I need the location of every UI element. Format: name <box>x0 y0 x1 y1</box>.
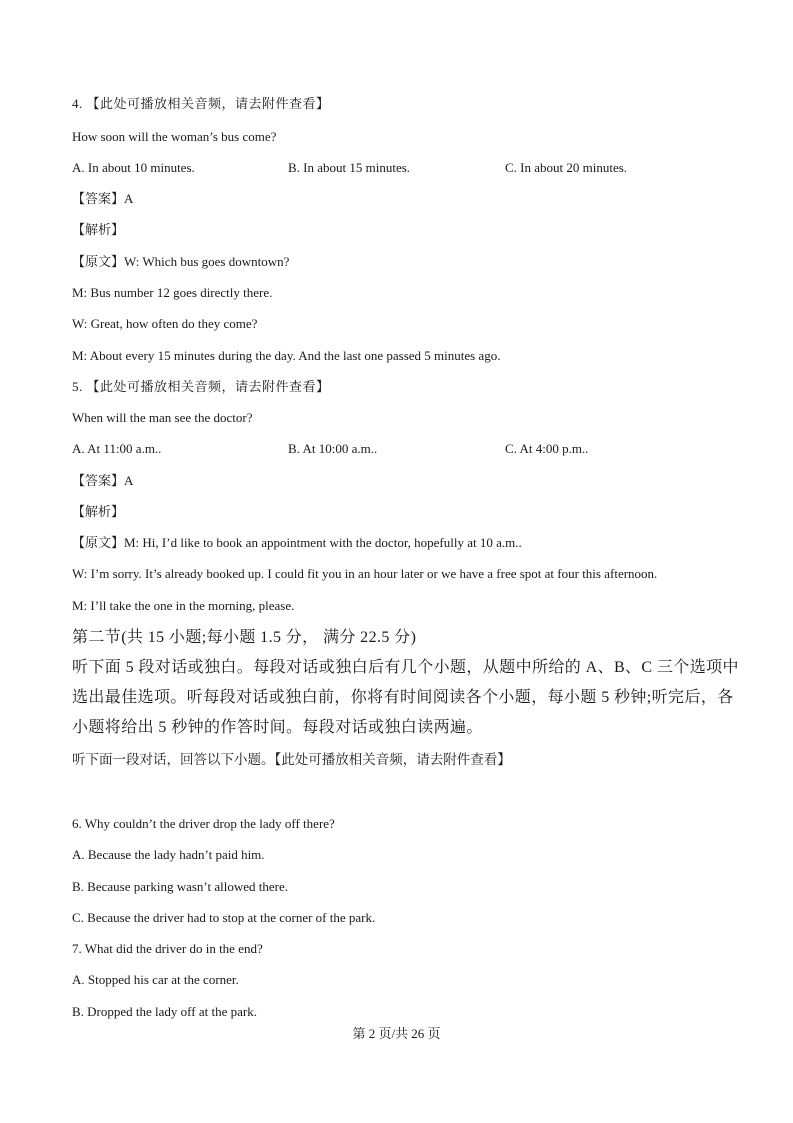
section-instructions-line: 小题将给出 5 秒钟的作答时间。每段对话或独白读两遍。 <box>72 719 483 736</box>
q4-option-a: A. In about 10 minutes. <box>72 160 195 175</box>
q5-transcript-line: W: I’m sorry. It’s already booked up. I could fit you in an hour later or we have a free spot at four this afternoon. <box>72 566 658 581</box>
q5-option-c: C. At 4:00 p.m.. <box>505 441 589 456</box>
q5-analysis: 【解析】 <box>72 504 125 519</box>
q7-option-a: A. Stopped his car at the corner. <box>72 972 239 987</box>
q4-transcript-line: M: Bus number 12 goes directly there. <box>72 285 273 300</box>
q5-transcript-line: M: I’ll take the one in the morning, please. <box>72 598 295 613</box>
section-title: 第二节(共 15 小题;每小题 1.5 分， 满分 22.5 分) <box>72 629 417 646</box>
q4-question: How soon will the woman’s bus come? <box>72 129 277 144</box>
page-footer: 第 2 页/共 26 页 <box>352 1026 441 1041</box>
q5-transcript-line: 【原文】M: Hi, I’d like to book an appointment with the doctor, hopefully at 10 a.m.. <box>72 535 522 550</box>
q4-answer: 【答案】A <box>72 191 134 206</box>
section-instructions-line: 听下面 5 段对话或独白。每段对话或独白后有几个小题，从题中所给的 A、B、C 三个选项中 <box>72 659 739 676</box>
q5-answer: 【答案】A <box>72 473 134 488</box>
q6-question: 6. Why couldn’t the driver drop the lady off there? <box>72 816 335 831</box>
section-instructions-line: 选出最佳选项。听每段对话或独白前，你将有时间阅读各个小题，每小题 5 秒钟;听完后，各 <box>72 689 734 706</box>
q5-option-a: A. At 11:00 a.m.. <box>72 441 162 456</box>
q6-option-c: C. Because the driver had to stop at the corner of the park. <box>72 910 376 925</box>
q4-option-c: C. In about 20 minutes. <box>505 160 628 175</box>
q7-question: 7. What did the driver do in the end? <box>72 941 263 956</box>
q4-option-b: B. In about 15 minutes. <box>288 160 411 175</box>
q5-header: 5. 【此处可播放相关音频，请去附件查看】 <box>72 379 330 394</box>
section-prompt: 听下面一段对话，回答以下小题。【此处可播放相关音频，请去附件查看】 <box>72 752 511 767</box>
q4-transcript-line: W: Great, how often do they come? <box>72 316 258 331</box>
q4-header: 4. 【此处可播放相关音频，请去附件查看】 <box>72 96 330 111</box>
q5-question: When will the man see the doctor? <box>72 410 253 425</box>
q7-option-b: B. Dropped the lady off at the park. <box>72 1004 257 1019</box>
q4-analysis: 【解析】 <box>72 222 125 237</box>
q4-transcript-line: 【原文】W: Which bus goes downtown? <box>72 254 290 269</box>
q6-option-a: A. Because the lady hadn’t paid him. <box>72 847 265 862</box>
q6-option-b: B. Because parking wasn’t allowed there. <box>72 879 288 894</box>
q4-transcript-line: M: About every 15 minutes during the day. And the last one passed 5 minutes ago. <box>72 348 501 363</box>
q5-option-b: B. At 10:00 a.m.. <box>288 441 378 456</box>
